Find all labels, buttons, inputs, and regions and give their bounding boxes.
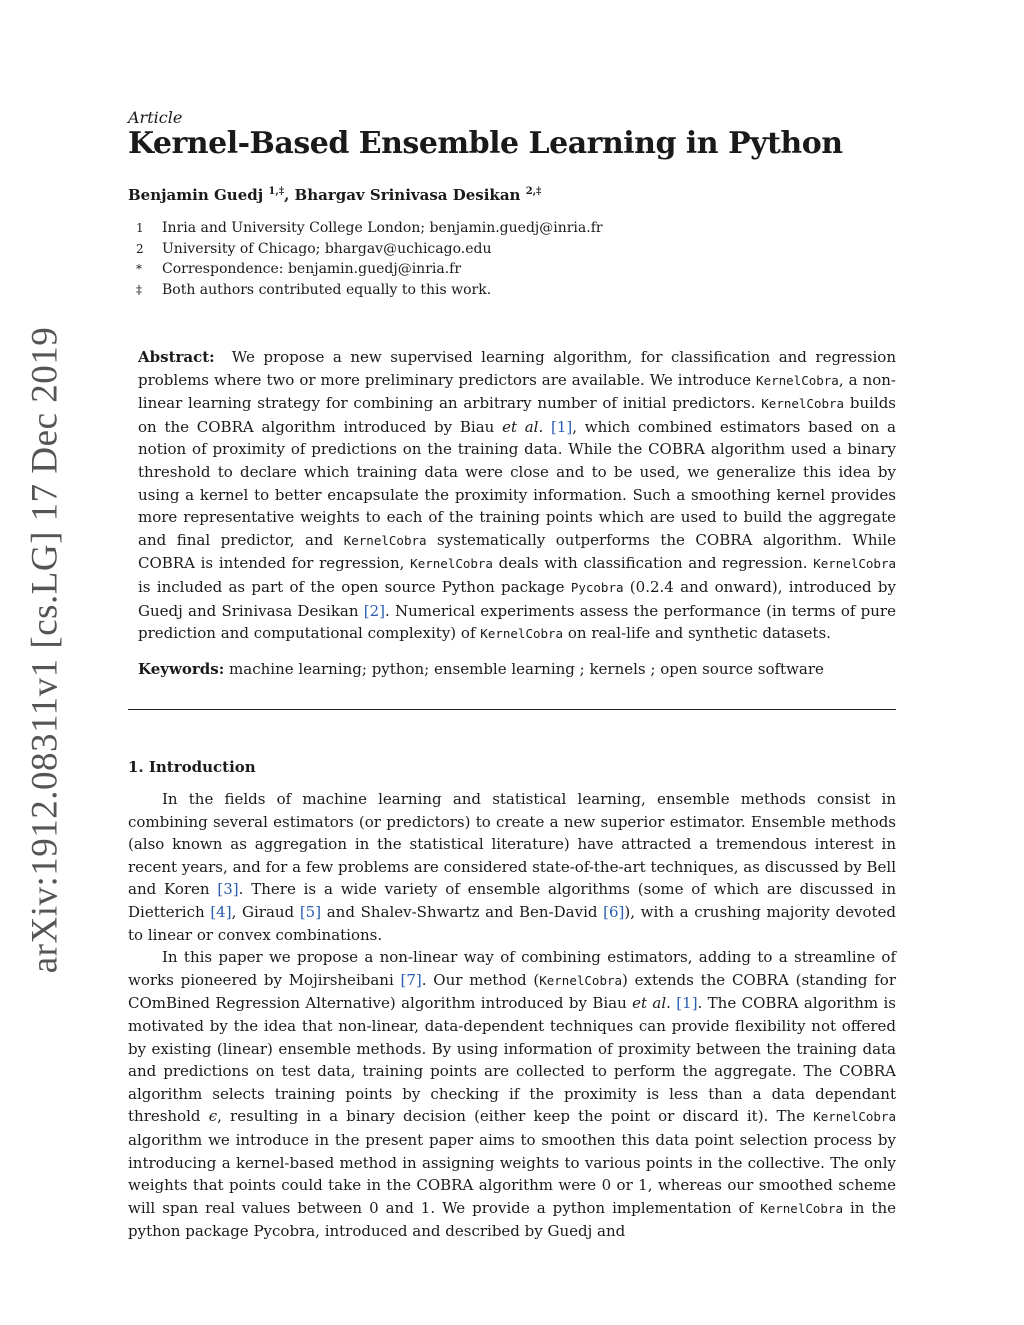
affiliations [128,218,603,300]
citation-link[interactable]: [1] [676,994,698,1013]
body-text: ) extends the COBRA (standing for COmBined Regression Alternative) algorithm introduced by Biau [128,970,896,1013]
code-term: KernelCobra [760,1200,843,1216]
author-affiliation-mark: 1,‡ [268,186,285,197]
citation-link[interactable]: [1] [551,417,573,436]
code-term: KernelCobra [756,372,839,388]
body-text: . There is a wide variety of ensemble algorithms (some of which are discussed in Dietterich [128,880,896,921]
author-name: Bhargav Srinivasa Desikan [294,186,521,204]
keywords [138,660,824,678]
body-text: , resulting in a binary decision (either keep the point or discard it). The [217,1107,814,1126]
abstract-text: . Numerical experiments assess the performance (in terms of pure prediction and computational complexity) of [138,601,896,643]
body-text: and Shalev-Shwartz and Ben-David [321,902,604,921]
body-text: In this paper we propose a non-linear way of combining estimators, adding to a streamline of works pioneered by Mojirsheibani [128,948,896,989]
code-term: KernelCobra [813,1109,896,1125]
abstract-text: , which combined estimators based on a notion of proximity of predictions on the training data. While the COBRA algorithm used a binary threshold to declare which training data were close and to be used, we generalize this idea by using a kernel to better encapsulate the proximity information. Such a smoothing kernel provides more representative weights to each of the training points which are used to build the aggregate and final predictor, and [138,417,896,549]
abstract-text: deals with classification and regression. [492,554,814,573]
citation-link[interactable]: [5] [299,902,322,921]
author-list [128,186,541,204]
body-text: , Giraud [231,902,300,921]
code-term: KernelCobra [761,396,845,412]
section-divider [128,709,896,710]
introduction-body [128,788,896,1243]
abstract-text: , a non-linear learning strategy for combining an arbitrary number of initial predictors. [138,370,896,413]
et-al: et al. [632,994,671,1013]
author-separator: , [284,186,295,204]
citation-link[interactable]: [6] [603,902,625,921]
abstract-text: is included as part of the open source Python package [138,577,571,596]
affiliation-mark: * [136,262,142,276]
body-text: In the fields of machine learning and statistical learning, ensemble methods consist in combining several estimators (or predictors) to create a new superior estimator. Ensemble methods (also known as aggregation in the statistical literature) have attracted a tremendous interest in recent years, and for a few problems are considered state-of-the-art techniques, as discussed by Bell and Koren [128,790,896,899]
code-term: KernelCobra [343,532,427,548]
body-text: . Our method ( [421,970,540,989]
affiliation-row [128,259,603,280]
citation-link[interactable]: [2] [363,601,385,620]
body-text: algorithm we introduce in the present paper aims to smoothen this data point selection process by introducing a kernel-based method in assigning weights to various points in the collective. The only weights that points could take in the COBRA algorithm were 0 or 1, whereas our smoothed scheme will span real values between 0 and 1. We provide a python implementation of [128,1130,896,1217]
epsilon-symbol: ϵ [208,1107,218,1126]
section-heading: 1. Introduction [128,758,256,776]
citation-link[interactable]: [4] [210,902,232,921]
code-term: KernelCobra [480,626,564,642]
author-name: Benjamin Guedj [128,186,264,204]
keywords-text: machine learning; python; ensemble learning ; kernels ; open source software [229,660,824,678]
paper-title: Kernel-Based Ensemble Learning in Python [128,126,843,161]
affiliation-text: University of Chicago; bhargav@uchicago.edu [162,240,492,257]
citation-link[interactable]: [7] [400,970,422,989]
paragraph [128,946,896,1243]
abstract-label: Abstract: [138,348,215,366]
abstract-text: We propose a new supervised learning algorithm, for classification and regression problems where two or more preliminary predictors are available. We introduce [138,348,896,389]
abstract-text: systematically outperforms the COBRA algorithm. While COBRA is intended for regression, [138,530,896,573]
code-term: KernelCobra [410,556,493,572]
code-term: Pycobra [570,579,624,595]
et-al: et al. [502,417,544,436]
affiliation-row [128,280,603,301]
code-term: KernelCobra [539,972,623,988]
affiliation-text: Inria and University College London; benjamin.guedj@inria.fr [162,220,603,236]
affiliation-mark: 1 [136,221,144,235]
citation-link[interactable]: [3] [217,880,239,899]
abstract [138,346,896,646]
affiliation-row [128,239,603,260]
arxiv-identifier: arXiv:1912.08311v1 [cs.LG] 17 Dec 2019 [24,326,66,974]
arxiv-sidebar [22,326,68,974]
body-text: . The COBRA algorithm is motivated by the idea that non-linear, data-dependent techniques can provide flexibility not offered by existing (linear) ensemble methods. By using information of proximity between the training data and predictions on test data, training points are collected to perform the aggregate. The COBRA algorithm selects training points by checking if the proximity is less than a data dependant threshold [128,994,896,1126]
abstract-text: builds on the COBRA algorithm introduced by Biau [138,394,896,436]
affiliation-mark: 2 [136,241,144,256]
paragraph [128,788,896,946]
affiliation-mark: ‡ [136,282,142,297]
abstract-text: on real-life and synthetic datasets. [563,624,831,643]
author-affiliation-mark: 2,‡ [525,186,542,197]
affiliation-text: Both authors contributed equally to this work. [162,281,492,298]
keywords-label: Keywords: [138,660,225,678]
code-term: KernelCobra [813,556,897,572]
body-text: ), with a crushing majority devoted to linear or convex combinations. [128,902,897,944]
affiliation-row [128,218,603,239]
body-text: in the python package Pycobra, introduced and described by Guedj and [128,1198,897,1241]
affiliation-text: Correspondence: benjamin.guedj@inria.fr [162,261,462,277]
abstract-text: (0.2.4 and onward), introduced by Guedj and Srinivasa Desikan [138,577,896,620]
article-label: Article [128,108,183,127]
